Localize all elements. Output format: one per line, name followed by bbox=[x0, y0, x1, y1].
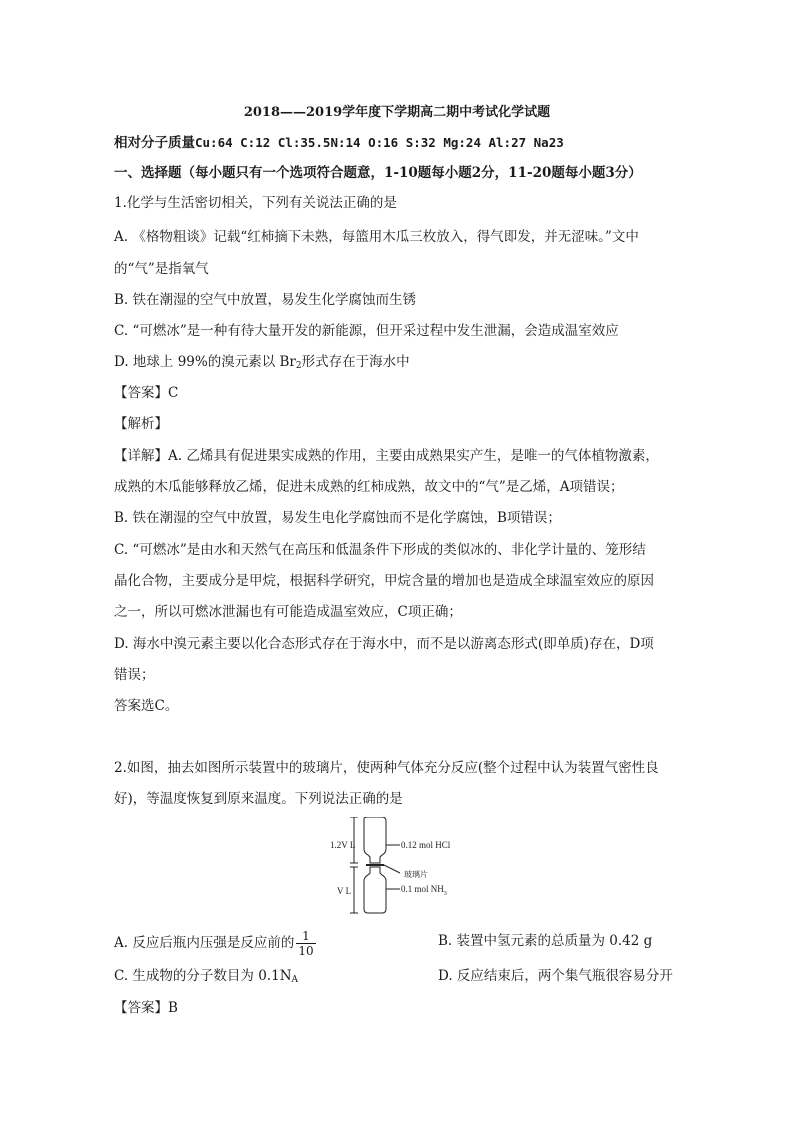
page-title: 2018——2019学年度下学期高二期中考试化学试题 bbox=[243, 105, 551, 120]
q2-answer: 【答案】B bbox=[114, 1000, 178, 1016]
fraction-numerator: 1 bbox=[296, 929, 315, 944]
q2-option-c-pre: C. 生成物的分子数目为 0.1N bbox=[114, 968, 292, 984]
glass-plate-label: 玻璃片 bbox=[404, 870, 428, 879]
bottom-gas-label bbox=[401, 884, 447, 897]
q2-option-a-pre: A. 反应后瓶内压强是反应前的 bbox=[114, 935, 295, 951]
q1-conclusion: 答案选C。 bbox=[114, 698, 179, 714]
bottom-flask bbox=[364, 867, 386, 913]
q2-option-a bbox=[114, 929, 316, 958]
q1-option-a-line1: A. 《格物粗谈》记载“红柿摘下未熟，每篮用木瓜三枚放入，得气即发，并无涩味。”文中 bbox=[114, 229, 639, 245]
q2-stem-2: 好)，等温度恢复到原来温度。下列说法正确的是 bbox=[114, 791, 403, 807]
q1-detail-4: C. “可燃冰”是由水和天然气在高压和低温条件下形成的类似冰的、非化学计量的、笼形结 bbox=[114, 542, 646, 558]
q1-option-b: B. 铁在潮湿的空气中放置，易发生化学腐蚀而生锈 bbox=[114, 292, 417, 308]
q2-option-c bbox=[114, 966, 298, 990]
bottom-gas-sub: 3 bbox=[443, 891, 447, 897]
q1-detail-6: 之一，所以可燃冰泄漏也有可能造成温室效应，C项正确； bbox=[114, 604, 462, 620]
q1-detail-1: 【详解】A. 乙烯具有促进果实成熟的作用，主要由成熟果实产生，是唯一的气体植物激素， bbox=[114, 448, 659, 464]
top-volume-label: 1.2V L bbox=[330, 840, 356, 850]
q1-option-d-post: 形式存在于海水中 bbox=[301, 354, 410, 370]
bottom-volume-label: V L bbox=[337, 886, 352, 896]
q1-option-c: C. “可燃冰”是一种有待大量开发的新能源，但开采过程中发生泄漏，会造成温室效应 bbox=[114, 323, 619, 339]
q1-option-d bbox=[114, 352, 410, 376]
q1-detail-8: 错误； bbox=[114, 667, 155, 683]
gas-apparatus-figure bbox=[330, 817, 500, 917]
top-gas-label: 0.12 mol HCl bbox=[401, 840, 451, 850]
q2-option-b: B. 装置中氢元素的总质量为 0.42 g bbox=[438, 933, 653, 949]
q1-option-d-sub: 2 bbox=[295, 361, 302, 371]
q2-stem-1: 2.如图，抽去如图所示装置中的玻璃片，使两种气体充分反应(整个过程中认为装置气密性良 bbox=[114, 760, 659, 776]
q1-option-d-pre: D. 地球上 99%的溴元素以 Br bbox=[114, 354, 296, 370]
molar-mass-values: Cu:64 C:12 Cl:35.5N:14 O:16 S:32 Mg:24 Al:27 Na23 bbox=[195, 135, 564, 150]
molar-mass-line bbox=[114, 133, 564, 153]
q2-option-a-fraction bbox=[296, 929, 315, 958]
q1-detail-3: B. 铁在潮湿的空气中放置，易发生电化学腐蚀而不是化学腐蚀，B项错误； bbox=[114, 510, 561, 526]
top-flask bbox=[364, 817, 386, 863]
q1-detail-7: D. 海水中溴元素主要以化合态形式存在于海水中，而不是以游离态形式(即单质)存在，D项 bbox=[114, 636, 654, 652]
q2-option-d: D. 反应结束后，两个集气瓶很容易分开 bbox=[438, 968, 673, 984]
glass-leader bbox=[384, 865, 400, 873]
fraction-denominator: 10 bbox=[298, 944, 314, 958]
q2-option-c-sub: A bbox=[291, 975, 299, 985]
q1-detail-5: 晶化合物，主要成分是甲烷，根据科学研究，甲烷含量的增加也是造成全球温室效应的原因 bbox=[114, 573, 654, 589]
q1-detail-2: 成熟的木瓜能够释放乙烯，促进未成熟的红柿成熟，故文中的“气”是乙烯，A项错误； bbox=[114, 479, 624, 495]
q1-stem: 1.化学与生活密切相关，下列有关说法正确的是 bbox=[114, 195, 397, 211]
q1-answer: 【答案】C bbox=[114, 385, 179, 401]
molar-mass-label: 相对分子质量 bbox=[114, 135, 195, 151]
section-heading: 一、选择题（每小题只有一个选项符合题意，1-10题每小题2分，11-20题每小题3分） bbox=[114, 165, 642, 181]
bottom-gas-pre: 0.1 mol NH bbox=[401, 884, 444, 894]
q1-analysis-label: 【解析】 bbox=[114, 416, 168, 432]
q1-option-a-line2: 的“气”是指氧气 bbox=[114, 261, 209, 277]
